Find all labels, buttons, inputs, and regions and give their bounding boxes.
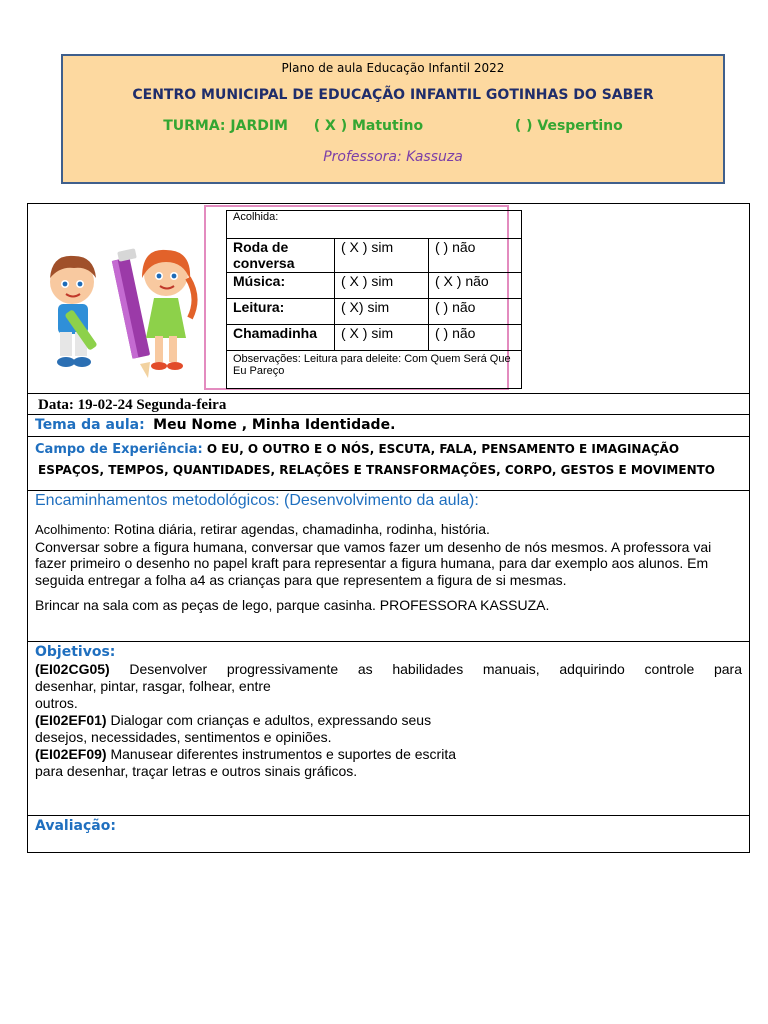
acolhida-sim: ( X ) sim	[335, 273, 429, 299]
school-name: CENTRO MUNICIPAL DE EDUCAÇÃO INFANTIL GOTINHAS DO SABER	[132, 87, 654, 103]
turma-line	[63, 118, 723, 134]
tema-line	[35, 417, 395, 433]
divider	[27, 393, 750, 394]
matutino-option: ( X ) Matutino	[313, 118, 424, 134]
acolhida-nao: ( ) não	[429, 239, 522, 273]
objective-text: Manusear diferentes instrumentos e suportes de escrita	[106, 746, 456, 762]
acolhida-row-label: Roda de conversa	[227, 239, 335, 273]
acolhida-nao: ( ) não	[429, 325, 522, 351]
observacoes: Observações: Leitura para deleite: Com Quem Será Que Eu Pareço	[227, 351, 522, 389]
turma-label: TURMA: JARDIM	[163, 118, 288, 134]
professora-name: Professora: Kassuza	[323, 149, 463, 165]
objective-code: (EI02CG05)	[35, 661, 110, 677]
acolhida-sim: ( X) sim	[335, 299, 429, 325]
acolhida-table	[226, 210, 522, 389]
objective-text: para desenhar, traçar letras e outros sinais gráficos.	[35, 763, 358, 779]
campo-label: Campo de Experiência:	[35, 442, 203, 457]
objective-text: Dialogar com crianças e adultos, expressando seus	[106, 712, 432, 728]
acolhida-title: Acolhida:	[227, 211, 522, 239]
acolhimento-text: Rotina diária, retirar agendas, chamadinha, rodinha, história.	[110, 521, 490, 537]
objective-text: desenhar, pintar, rasgar, folhear, entre	[35, 678, 271, 694]
encaminhamentos-title: Encaminhamentos metodológicos: (Desenvolvimento da aula):	[35, 492, 479, 509]
acolhida-row-label: Leitura:	[227, 299, 335, 325]
divider	[27, 436, 750, 437]
acolhimento-prefix: Acolhimento:	[35, 522, 111, 537]
boy-figure	[50, 256, 98, 367]
objective-text: desejos, necessidades, sentimentos e opiniões.	[35, 729, 332, 745]
children-illustration	[38, 238, 198, 380]
avaliacao-label: Avaliação:	[35, 818, 116, 834]
acolhida-nao: ( X ) não	[429, 273, 522, 299]
objective-code: (EI02EF01)	[35, 712, 107, 728]
acolhida-nao: ( ) não	[429, 299, 522, 325]
objetivos-body	[35, 661, 742, 780]
vespertino-option: ( ) Vespertino	[514, 118, 623, 134]
acolhida-sim: ( X ) sim	[335, 239, 429, 273]
lesson-date: Data: 19-02-24 Segunda-feira	[38, 397, 227, 413]
campo-value-2: ESPAÇOS, TEMPOS, QUANTIDADES, RELAÇÕES E TRANSFORMAÇÕES, CORPO, GESTOS E MOVIMENTO	[38, 463, 715, 477]
tema-value: Meu Nome , Minha Identidade.	[153, 417, 396, 433]
divider	[27, 490, 750, 491]
campo-value-1: O EU, O OUTRO E O NÓS, ESCUTA, FALA, PENSAMENTO E IMAGINAÇÃO	[206, 442, 680, 456]
girl-figure	[142, 250, 195, 370]
divider	[27, 641, 750, 642]
acolhida-row-label: Música:	[227, 273, 335, 299]
objective-code: (EI02EF09)	[35, 746, 107, 762]
objetivos-title: Objetivos:	[35, 644, 116, 660]
divider	[27, 815, 750, 816]
header-box	[61, 54, 725, 184]
encaminhamentos-body	[35, 521, 743, 614]
acolhida-row-label: Chamadinha	[227, 325, 335, 351]
divider	[27, 414, 750, 415]
campo-experiencia	[35, 439, 715, 480]
encaminhamentos-paragraph: Brincar na sala com as peças de lego, parque casinha. PROFESSORA KASSUZA.	[35, 597, 550, 613]
encaminhamentos-paragraph: Conversar sobre a figura humana, conversar que vamos fazer um desenho de nós mesmos. A professora vai fazer primeiro o desenho no papel kraft para representar a figura humana, para dar exemplo aos alunos. Em seguida entregar a folha a4 as crianças para que representem a figura de si mesmas.	[35, 538, 712, 588]
acolhida-sim: ( X ) sim	[335, 325, 429, 351]
tema-label: Tema da aula:	[35, 417, 145, 433]
objective-text: Desenvolver progressivamente as habilidades manuais, adquirindo controle para	[109, 661, 742, 677]
objective-text: outros.	[35, 695, 78, 711]
plan-subtitle: Plano de aula Educação Infantil 2022	[281, 61, 505, 75]
